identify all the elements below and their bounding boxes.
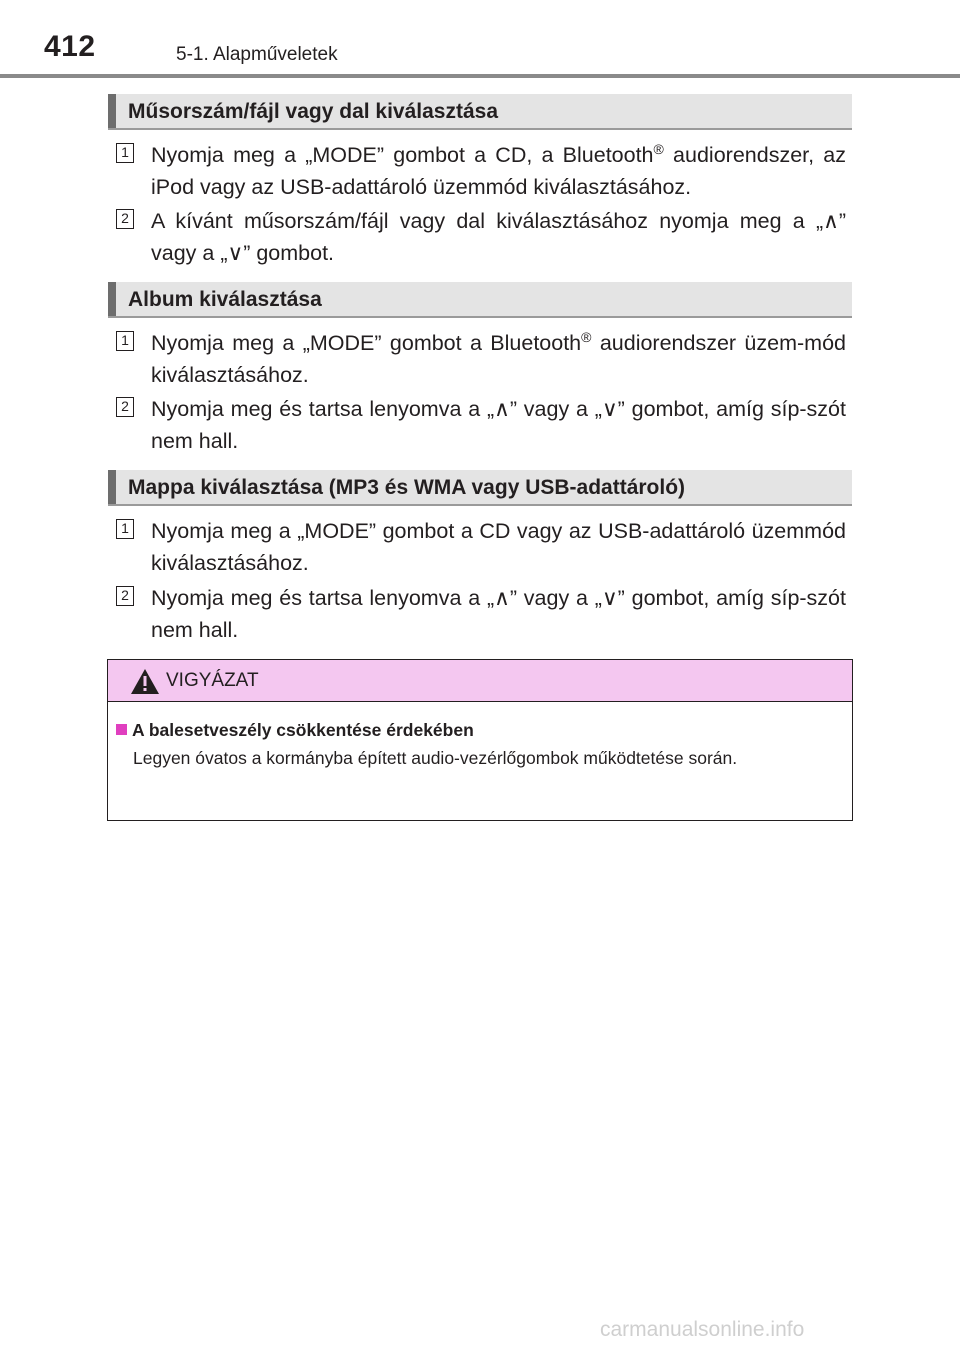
step-text: A kívánt műsorszám/fájl vagy dal kiválasztásához nyomja meg a „∧” vagy a „∨” gombot. (151, 209, 846, 265)
heading-text: Mappa kiválasztása (MP3 és WMA vagy USB-adattároló) (128, 476, 686, 499)
heading-text: Műsorszám/fájl vagy dal kiválasztása (128, 100, 499, 123)
step-text (151, 327, 846, 391)
step-text: Nyomja meg és tartsa lenyomva a „∧” vagy a „∨” gombot, amíg síp-szót nem hall. (151, 586, 846, 642)
step-text-part: Nyomja meg a „MODE” gombot a CD, a Bluetooth (151, 143, 654, 167)
step-text-part: Nyomja meg a „MODE” gombot a Bluetooth (151, 331, 582, 355)
step-number-badge: 2 (116, 397, 134, 417)
heading-accent-bar (108, 282, 116, 316)
step-number-badge: 1 (116, 143, 134, 163)
heading-accent-bar (108, 94, 116, 128)
section-heading-folder-select (108, 470, 852, 506)
step-number-badge: 1 (116, 519, 134, 539)
step-text: Nyomja meg a „MODE” gombot a CD vagy az USB-adattároló üzemmód kiválasztásához. (151, 519, 846, 575)
step-text (151, 139, 846, 203)
step-text: Nyomja meg és tartsa lenyomva a „∧” vagy a „∨” gombot, amíg síp-szót nem hall. (151, 397, 846, 453)
warning-triangle-icon (130, 668, 160, 695)
caution-header (108, 660, 852, 702)
step-text-part: audiorendszer üzem-mód kiválasztásához. (151, 331, 846, 387)
caution-label: VIGYÁZAT (166, 670, 259, 691)
step-number-badge: 2 (116, 209, 134, 229)
caution-topic (116, 720, 474, 741)
caution-body: Legyen óvatos a kormányba épített audio-vezérlőgombok működtetése során. (133, 748, 738, 768)
page-header (0, 0, 960, 80)
step-text-part: audiorendszer, az iPod vagy az USB-adattároló üzemmód kiválasztásához. (151, 143, 846, 199)
step-number-badge: 1 (116, 331, 134, 351)
registered-mark: ® (581, 328, 592, 345)
chapter-title: 5-1. Alapműveletek (176, 44, 338, 65)
page-number: 412 (44, 30, 96, 63)
section-heading-album-select (108, 282, 852, 318)
bullet-square-icon (116, 724, 127, 735)
header-rule (0, 74, 960, 78)
heading-text: Album kiválasztása (128, 288, 322, 311)
watermark: carmanualsonline.info (600, 1318, 805, 1341)
heading-accent-bar (108, 470, 116, 504)
step-number-badge: 2 (116, 586, 134, 606)
caution-box (107, 659, 853, 821)
section-heading-track-select (108, 94, 852, 130)
registered-mark: ® (653, 140, 664, 157)
caution-topic-text: A balesetveszély csökkentése érdekében (132, 720, 474, 740)
